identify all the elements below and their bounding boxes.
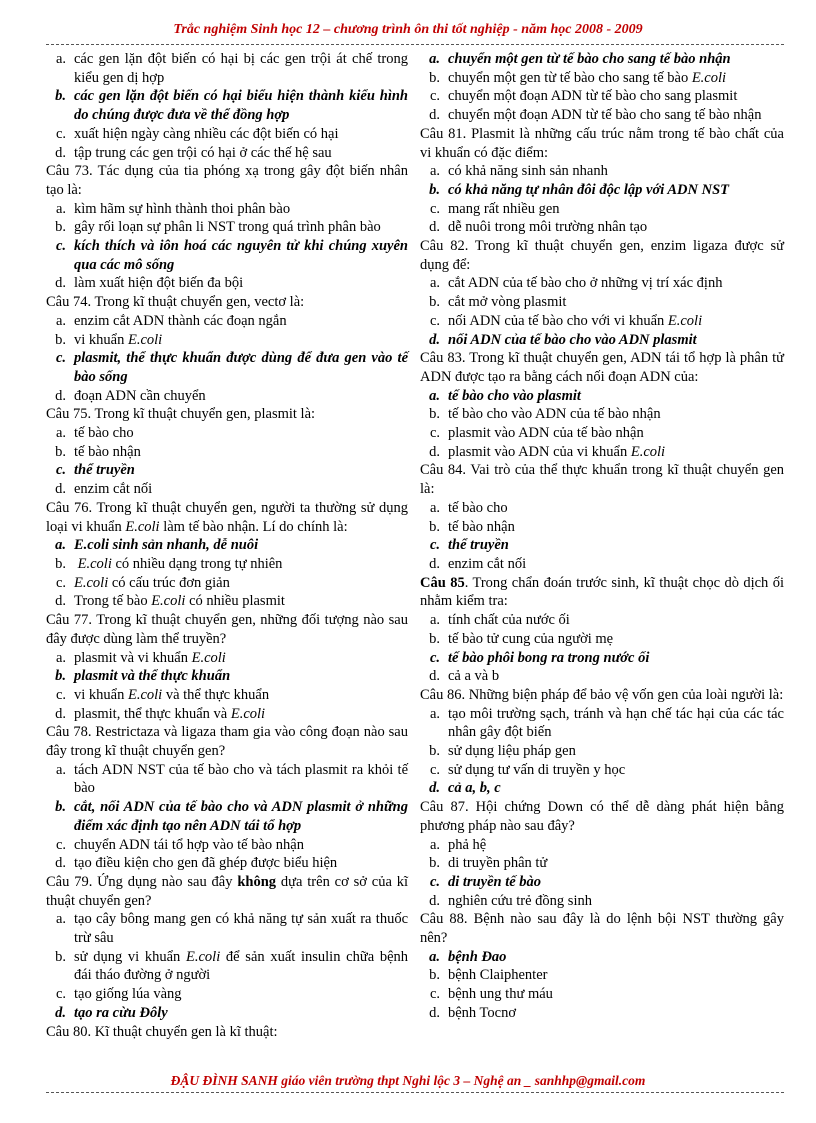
q87-option-c: c. di truyền tế bào xyxy=(429,873,542,890)
q73-option-b: b. gây rối loạn sự phân li NST trong quá trình phân bào xyxy=(55,219,381,236)
q80-option-c: c. chuyển một đoạn ADN từ tế bào cho sang plasmit xyxy=(429,88,738,105)
q83-option-a: a. tế bào cho vào plasmit xyxy=(429,387,581,404)
q81-option-d: d. dễ nuôi trong môi trường nhân tạo xyxy=(429,219,648,236)
q84-option-a: a. tế bào cho xyxy=(429,499,508,516)
q85-option-b: b. tế bào tử cung của người mẹ xyxy=(429,630,614,647)
q77-option-b: b. plasmit và thể thực khuẩn xyxy=(55,668,231,685)
q84-option-c: c. thể truyền xyxy=(429,537,509,554)
q75-option-a: a. tế bào cho xyxy=(55,425,134,442)
q88-option-d: d. bệnh Tocnơ xyxy=(429,1004,516,1021)
q80-option-d: d. chuyển một đoạn ADN từ tế bào cho sang tế bào nhận xyxy=(429,107,762,124)
q76-question: Câu 76. Trong kĩ thuật chuyển gen, người ta thường sử dụng loại vi khuẩn E.coli làm tế bào nhận. Lí do chính là: xyxy=(46,499,408,535)
q73-option-c: c. kích thích và iôn hoá các nguyên tử khi chúng xuyên qua các mô sống xyxy=(55,238,408,273)
q73-question: Câu 73. Tác dụng của tia phóng xạ trong gây đột biến nhân tạo là: xyxy=(46,163,408,198)
q83-option-b: b. tế bào cho vào ADN của tế bào nhận xyxy=(429,406,661,423)
q87-option-b: b. di truyền phân tử xyxy=(429,855,548,872)
q81-option-c: c. mang rất nhiều gen xyxy=(429,200,560,217)
q82-option-a: a. cắt ADN của tế bào cho ở những vị trí xác định xyxy=(429,275,723,292)
q74-option-c: c. plasmit, thể thực khuẩn được dùng để đưa gen vào tế bào sống xyxy=(55,350,408,385)
q85-option-d: d. cả a và b xyxy=(429,668,500,685)
q84-option-b: b. tế bào nhận xyxy=(429,518,515,535)
q87-option-a: a. phả hệ xyxy=(429,836,487,853)
q86-option-b: b. sử dụng liệu pháp gen xyxy=(429,743,576,760)
q88-option-a: a. bệnh Đao xyxy=(429,948,507,965)
q86-option-c: c. sử dụng tư vấn di truyền y học xyxy=(429,761,626,778)
q80-question: Câu 80. Kĩ thuật chuyển gen là kĩ thuật: xyxy=(46,1023,278,1040)
q83-question: Câu 83. Trong kĩ thuật chuyển gen, ADN tái tổ hợp là phân tử ADN được tạo ra bằng cách nối đoạn ADN của: xyxy=(420,350,784,385)
q86-option-a: a. tạo môi trường sạch, tránh và hạn chế tác hại của các tác nhân gây đột biến xyxy=(429,705,784,741)
q86-option-d: d. cả a, b, c xyxy=(429,780,501,797)
q78-option-d: d. tạo điều kiện cho gen đã ghép được biểu hiện xyxy=(55,855,338,872)
footer-divider xyxy=(46,1092,784,1093)
q79-question: Câu 79. Ứng dụng nào sau đây không dựa trên cơ sở của kĩ thuật chuyển gen? xyxy=(46,873,409,909)
q72-option-a: a. các gen lặn đột biến có hại bị các gen trội át chế trong kiểu gen dị hợp xyxy=(55,51,408,86)
q75-option-c: c. thể truyền xyxy=(55,462,135,479)
q80-option-a: a. chuyển một gen từ tế bào cho sang tế bào nhận xyxy=(429,51,731,67)
left-column xyxy=(46,50,408,1041)
q79-option-a: a. tạo cây bông mang gen có khả năng tự sản xuất ra thuốc trừ sâu xyxy=(55,911,408,947)
q74-question: Câu 74. Trong kĩ thuật chuyển gen, vectơ là: xyxy=(46,294,305,311)
q76-option-a: a. E.coli sinh sản nhanh, dễ nuôi xyxy=(55,537,259,554)
q82-option-b: b. cắt mở vòng plasmit xyxy=(429,294,567,311)
q88-option-c: c. bệnh ung thư máu xyxy=(429,986,553,1003)
q83-option-d: d. plasmit vào ADN của vi khuẩn E.coli xyxy=(429,443,666,460)
q72-option-b: b. các gen lặn đột biến có hại biểu hiện thành kiểu hình do chúng được đưa về thể đồng hợp xyxy=(55,88,408,124)
q81-question: Câu 81. Plasmit là những cấu trúc nằm trong tế bào chất của vi khuẩn có đặc điểm: xyxy=(420,125,784,161)
q80-option-b: b. chuyển một gen từ tế bào cho sang tế bào E.coli xyxy=(429,69,727,86)
q84-option-d: d. enzim cắt nối xyxy=(429,555,527,572)
q77-option-d: d. plasmit, thể thực khuẩn và E.coli xyxy=(55,705,266,722)
right-column xyxy=(420,50,784,1023)
q73-option-a: a. kìm hãm sự hình thành thoi phân bào xyxy=(55,200,291,217)
q79-option-c: c. tạo giống lúa vàng xyxy=(55,986,182,1003)
q76-option-d: d. Trong tế bào E.coli có nhiều plasmit xyxy=(55,593,285,610)
q76-option-b: b. E.coli có nhiều dạng trong tự nhiên xyxy=(55,555,283,572)
page-footer: ĐẬU ĐÌNH SANH giáo viên trường thpt Nghi lộc 3 – Nghệ an _ sanhhp@gmail.com xyxy=(170,1073,646,1088)
q85-option-c: c. tế bào phôi bong ra trong nước ối xyxy=(429,649,650,666)
q72-option-c: c. xuất hiện ngày càng nhiều các đột biến có hại xyxy=(55,125,339,142)
q73-option-d: d. làm xuất hiện đột biến đa bội xyxy=(55,275,244,292)
q87-question: Câu 87. Hội chứng Down có thể dễ dàng phát hiện bằng phương pháp nào sau đây? xyxy=(420,799,784,834)
q82-question: Câu 82. Trong kĩ thuật chuyển gen, enzim ligaza được sử dụng để: xyxy=(420,238,784,273)
header-divider xyxy=(46,44,784,45)
q75-question: Câu 75. Trong kĩ thuật chuyển gen, plasmit là: xyxy=(46,406,316,423)
q81-option-a: a. có khả năng sinh sản nhanh xyxy=(429,163,608,180)
q75-option-b: b. tế bào nhận xyxy=(55,443,141,460)
q78-option-c: c. chuyển ADN tái tổ hợp vào tế bào nhận xyxy=(55,836,304,853)
q86-question: Câu 86. Những biện pháp để bảo vệ vốn gen của loài người là: xyxy=(420,686,784,703)
q78-question: Câu 78. Restrictaza và ligaza tham gia vào công đoạn nào sau đây trong kĩ thuật chuyển gen? xyxy=(46,724,408,760)
q74-option-b: b. vi khuẩn E.coli xyxy=(55,331,163,348)
q77-option-a: a. plasmit và vi khuẩn E.coli xyxy=(55,649,226,666)
q85-question: Câu 85. Trong chẩn đoán trước sinh, kĩ thuật chọc dò dịch ối nhằm kiểm tra: xyxy=(420,574,784,610)
q79-option-d: d. tạo ra cừu Đôly xyxy=(55,1004,168,1021)
q79-option-b: b. sử dụng vi khuẩn E.coli để sản xuất insulin chữa bệnh đái tháo đường ở người xyxy=(55,948,409,984)
q88-option-b: b. bệnh Claiphenter xyxy=(429,967,548,984)
page-header: Trắc nghiệm Sinh học 12 – chương trình ôn thi tốt nghiệp - năm học 2008 - 2009 xyxy=(173,22,643,37)
q88-question: Câu 88. Bệnh nào sau đây là do lệnh bội NST thường gây nên? xyxy=(420,911,784,947)
q85-option-a: a. tính chất của nước ối xyxy=(429,612,570,629)
q83-option-c: c. plasmit vào ADN của tế bào nhận xyxy=(429,425,644,442)
q84-question: Câu 84. Vai trò của thể thực khuẩn trong kĩ thuật chuyển gen là: xyxy=(420,462,784,498)
q75-option-d: d. enzim cắt nối xyxy=(55,481,153,498)
q74-option-a: a. enzim cắt ADN thành các đoạn ngắn xyxy=(55,312,287,329)
q76-option-c: c. E.coli có cấu trúc đơn giản xyxy=(55,574,230,591)
q87-option-d: d. nghiên cứu trẻ đồng sinh xyxy=(429,892,592,909)
q78-option-a: a. tách ADN NST của tế bào cho và tách plasmit ra khỏi tế bào xyxy=(55,761,408,797)
q77-question: Câu 77. Trong kĩ thuật chuyển gen, những đối tượng nào sau đây được dùng làm thể truyền? xyxy=(46,612,408,647)
q78-option-b: b. cắt, nối ADN của tế bào cho và ADN plasmit ở những điểm xác định tạo nên ADN tái tổ hợp xyxy=(55,799,408,834)
q72-option-d: d. tập trung các gen trội có hại ở các thế hệ sau xyxy=(55,144,332,161)
q77-option-c: c. vi khuẩn E.coli và thể thực khuẩn xyxy=(55,686,270,703)
q81-option-b: b. có khả năng tự nhân đôi độc lập với ADN NST xyxy=(429,181,729,198)
q82-option-d: d. nối ADN của tế bào cho vào ADN plasmit xyxy=(429,331,697,348)
q74-option-d: d. đoạn ADN cần chuyển xyxy=(55,387,206,404)
q82-option-c: c. nối ADN của tế bào cho với vi khuẩn E.coli xyxy=(429,312,703,329)
